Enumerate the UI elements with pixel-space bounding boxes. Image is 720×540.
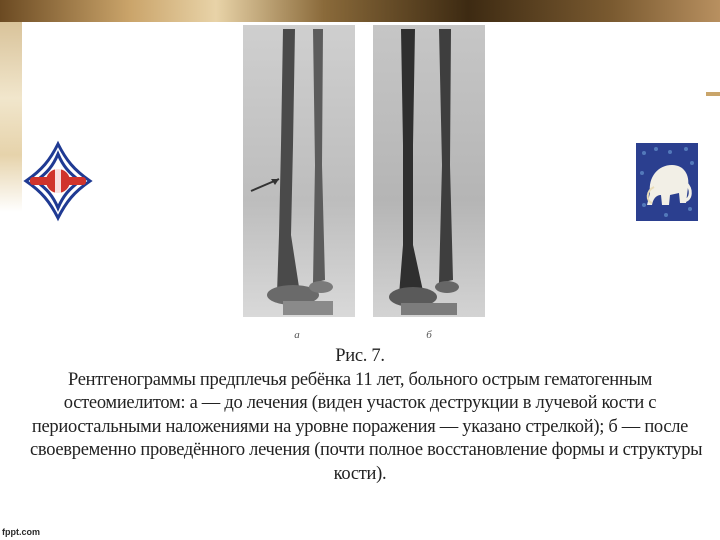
caption-line: периостальными наложениями на уровне поражения — указано стрелкой); б — после [31, 416, 689, 437]
caption-line: Рентгенограммы предплечья ребёнка 11 лет, больного острым гематогенным [67, 369, 653, 390]
caption-title: Рис. 7. [335, 346, 385, 366]
panel-b-label: б [426, 329, 432, 341]
top-decorative-banner [0, 0, 720, 22]
caption-line: остеомиелитом: а — до лечения (виден участок деструкции в лучевой кости с [63, 393, 657, 414]
xray-panel-a [243, 25, 355, 317]
caption-line: кости). [333, 463, 387, 484]
xray-panel-b [373, 25, 485, 317]
left-decorative-strip [0, 22, 22, 212]
footer-brand: fppt.com [2, 527, 40, 537]
panel-a-label: а [294, 329, 300, 341]
xray-figure [241, 25, 486, 347]
medical-emblem-logo [22, 140, 94, 222]
arrow-icon [247, 173, 287, 197]
right-accent-rule [706, 92, 720, 96]
mammoth-emblem-logo [636, 143, 698, 221]
figure-caption [30, 345, 703, 487]
caption-line: своевременно проведённого лечения (почти полное восстановление формы и структуры [30, 440, 703, 461]
